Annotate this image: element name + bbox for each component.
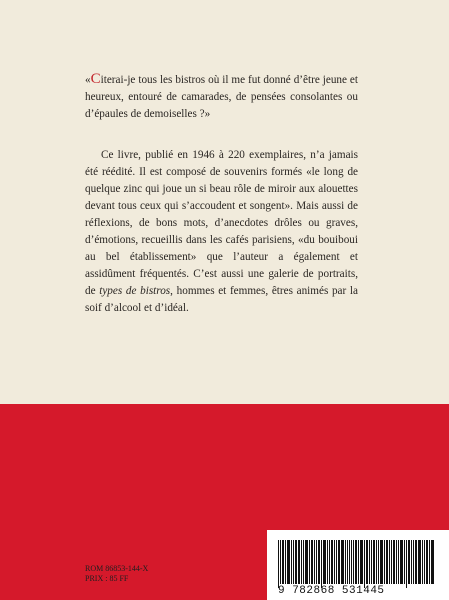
barcode-bar [314,540,315,584]
description-after-italic: , hommes et femmes, êtres animés par la soif d’alcool et d’idéal. [85,285,358,314]
barcode-bar [366,540,368,584]
barcode-bar [316,540,317,584]
quote-paragraph [85,72,358,123]
barcode-bar [408,540,410,584]
barcode-bar [349,540,351,584]
barcode-panel [267,530,449,600]
barcode-bar [331,540,333,584]
barcode-number: 9 782868 531445 [278,585,385,597]
barcode-bar [336,540,337,584]
barcode-bar [396,540,397,584]
barcode-bar [400,540,403,584]
barcode-bar [371,540,372,584]
barcode-bar [303,540,304,584]
barcode-bar [311,540,313,584]
barcode-bar [386,540,388,584]
barcode-bar [358,540,359,584]
barcode-bar [391,540,392,584]
barcode-bar [418,540,421,584]
barcode-bar [429,540,430,584]
barcode-bar [285,540,286,584]
barcode-bar [309,540,310,584]
description-before-italic: Ce livre, publié en 1946 à 220 exemplaires, n’a jamais été réédité. Il est composé de souvenirs formés «le long de quelque zinc qui joue un si beau rôle de miroir aux alouettes devant tous ceux qui s’accoudent et songent». Mais aussi de réflexions, de bons mots, d’anecdotes drôles ou graves, d’émotions, recueillis dans les cafés parisiens, «du bouiboui au bel établissement» que l’auteur a également et assidûment fréquentés. C’est aussi une galerie de portraits, de [85,149,358,297]
description-paragraph [85,147,358,317]
barcode-bar [413,540,414,584]
barcode-bar [384,540,385,584]
isbn-price-block [85,564,148,584]
barcode-bar [424,540,425,584]
barcode-bar [389,540,390,584]
barcode-bar [327,540,328,584]
blurb [85,72,358,317]
barcode-bar [353,540,354,584]
barcode-bar [426,540,428,584]
quote-opening-mark: « [85,74,91,86]
barcode-bar [278,540,279,588]
barcode-bar [415,540,417,584]
barcode-bar [298,540,300,584]
barcode-bar [422,540,423,584]
barcode-bar [318,540,320,584]
barcode-bar [369,540,370,584]
barcode-bar [406,540,407,588]
barcode-bar [398,540,399,584]
barcode-bar [345,540,346,584]
barcode-bar [301,540,302,584]
barcode-bar [323,540,326,584]
barcode-bar [293,540,294,584]
barcode-bar [404,540,405,584]
barcode-bar [291,540,292,584]
barcode-bar [329,540,330,584]
barcode-bar [378,540,379,584]
barcode-bar [373,540,375,584]
quote-text: iterai-je tous les bistros où il me fut donné d’être jeune et heureux, entouré de camarades, de pensées consolantes ou d’épaules de demoiselles ?» [85,74,358,120]
barcode-bar [334,540,335,584]
barcode-bar [351,540,352,584]
barcode [278,540,434,584]
price: PRIX : 85 FF [85,574,129,583]
barcode-bar [347,540,348,584]
barcode-bar [287,540,290,584]
barcode-bar [321,540,322,588]
isbn: ROM 86853-144-X [85,564,149,573]
barcode-bar [431,540,434,584]
barcode-bar [364,540,365,588]
barcode-bar [295,540,297,584]
barcode-bar [341,540,344,584]
barcode-bar [355,540,357,584]
barcode-bar [338,540,340,584]
barcode-bar [280,540,281,584]
barcode-bar [393,540,395,584]
description-italic: types de bistros [99,285,171,297]
barcode-bar [360,540,363,584]
barcode-bar [380,540,383,584]
barcode-bar [282,540,284,584]
barcode-bar [411,540,412,584]
quote-dropcap: C [90,71,101,87]
barcode-bar [305,540,308,584]
barcode-bar [376,540,377,584]
